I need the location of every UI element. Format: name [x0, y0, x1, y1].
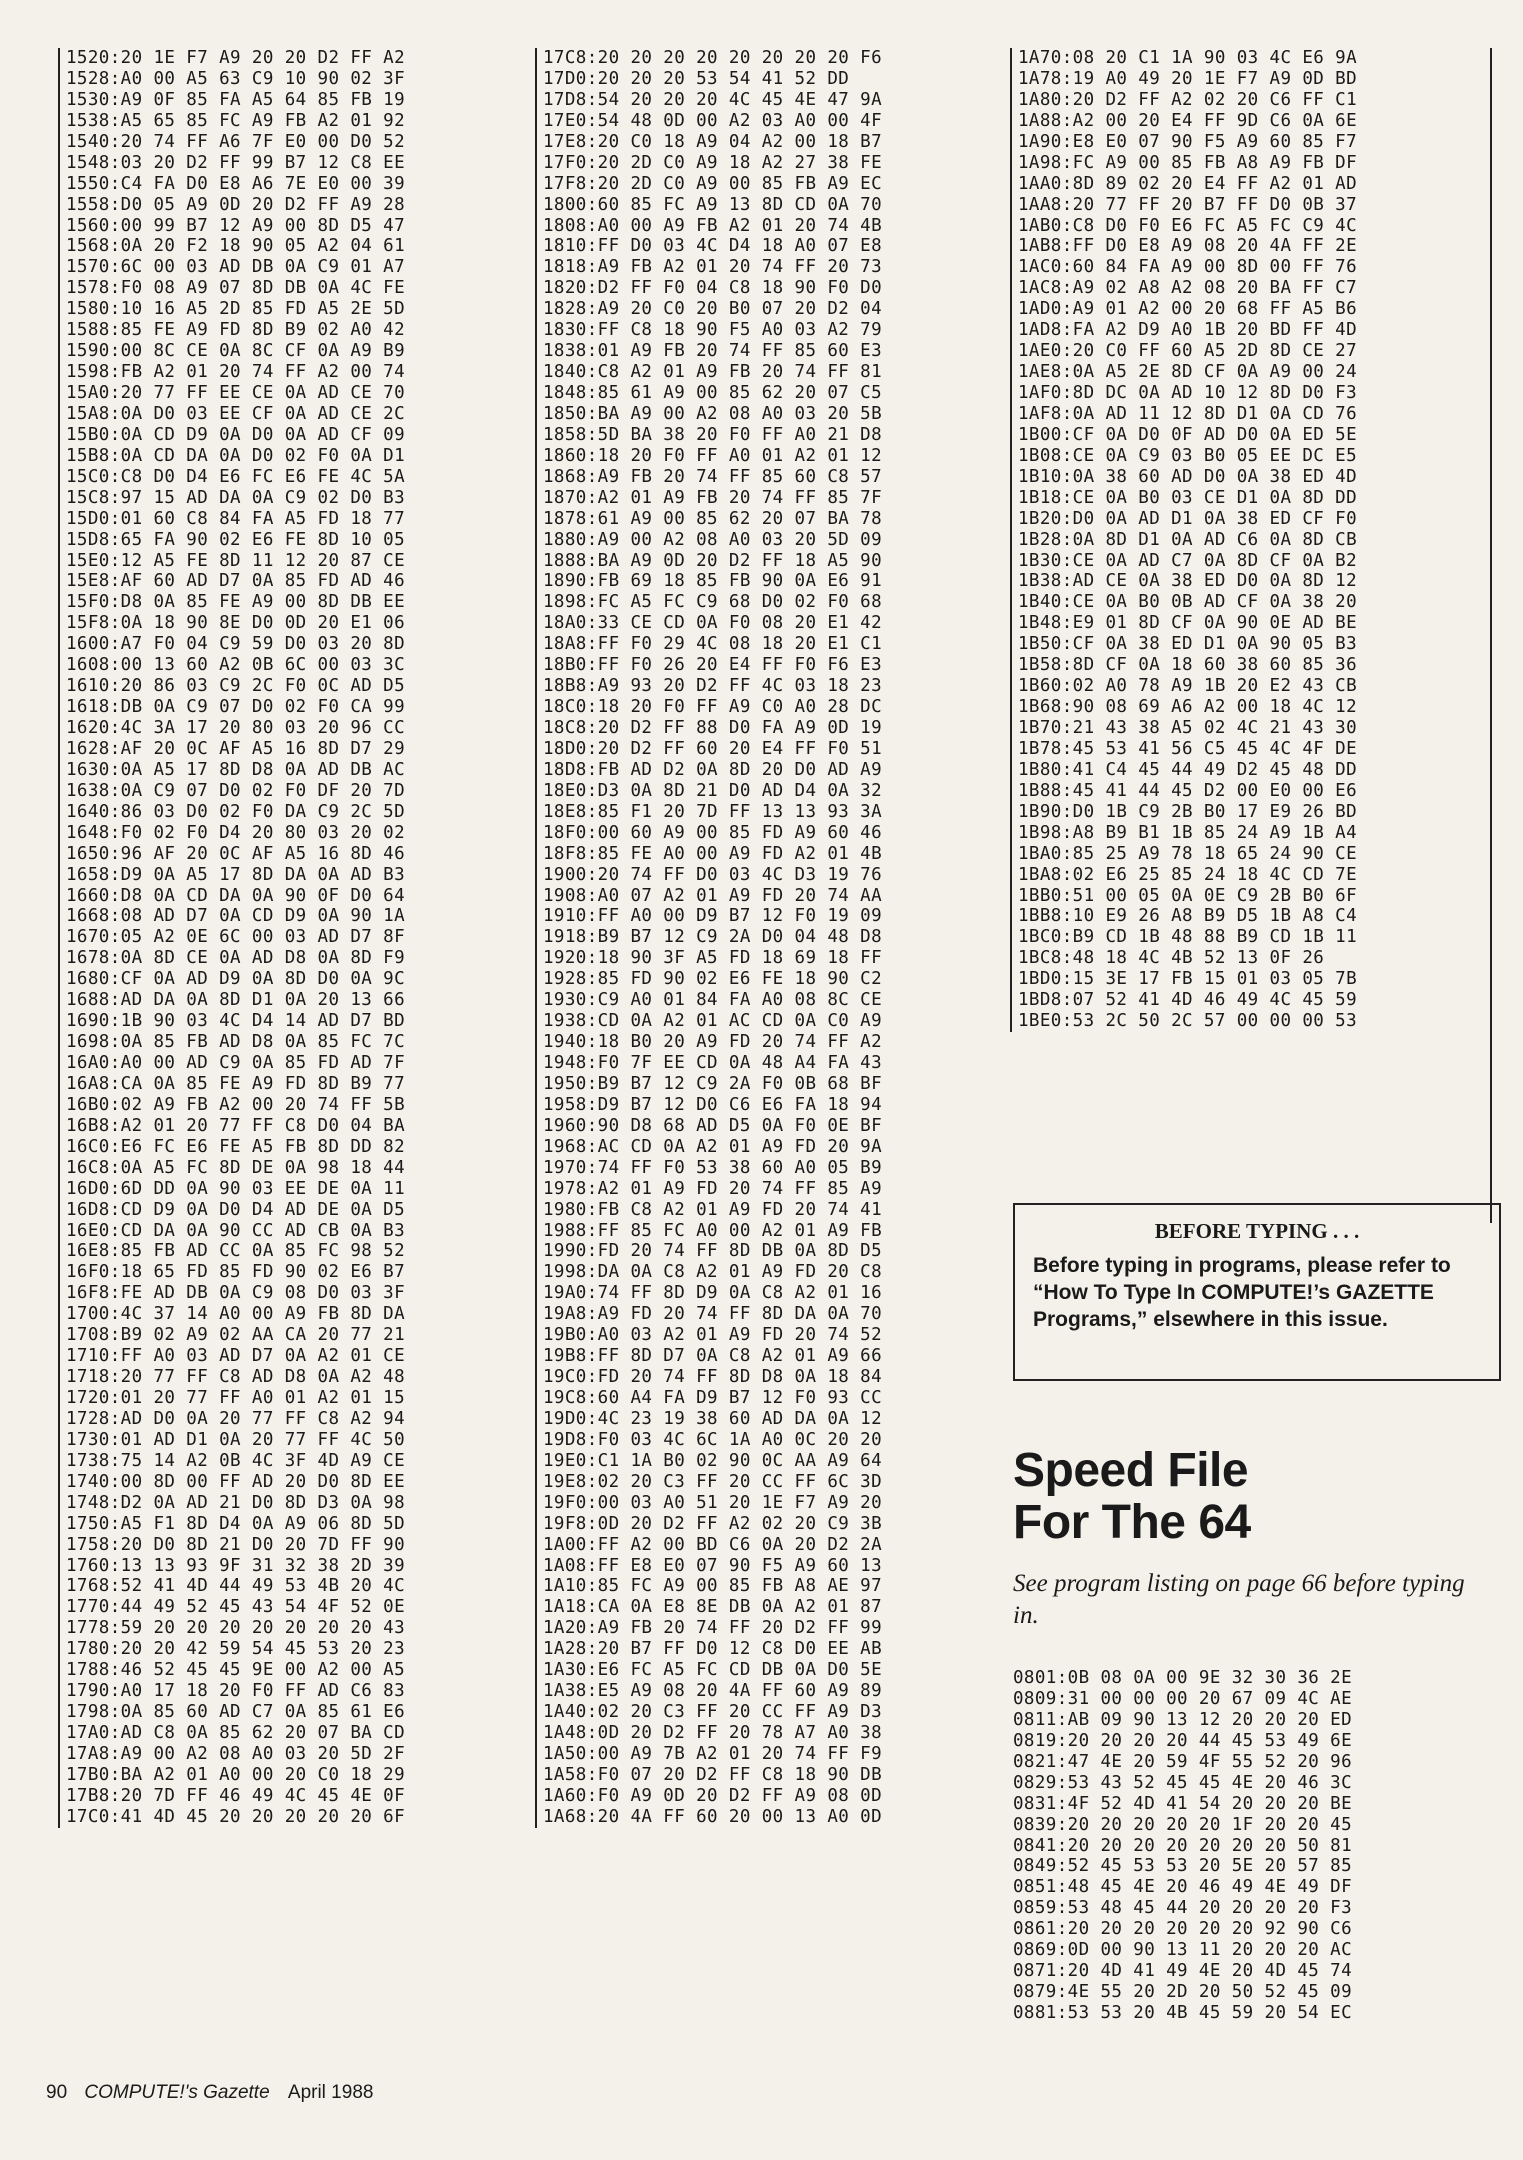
listing-line: 0851:48 45 4E 20 46 49 4E 49 DF	[1013, 1877, 1353, 1898]
listing-line: 1788:46 52 45 45 9E 00 A2 00 A5	[66, 1660, 406, 1681]
listing-line: 1B40:CE 0A B0 0B AD CF 0A 38 20	[1018, 592, 1358, 613]
listing-line: 1860:18 20 F0 FF A0 01 A2 01 12	[543, 445, 883, 466]
listing-line: 1A30:E6 FC A5 FC CD DB 0A D0 5E	[543, 1660, 883, 1681]
listing-line: 1868:A9 FB 20 74 FF 85 60 C8 57	[543, 466, 883, 487]
listing-line: 1848:85 61 A9 00 85 62 20 07 C5	[543, 383, 883, 403]
listing-line: 1630:0A A5 17 8D D8 0A AD DB AC	[66, 759, 406, 780]
listing-line: 16A0:A0 00 AD C9 0A 85 FD AD 7F	[66, 1053, 406, 1073]
listing-line: 1B68:90 08 69 A6 A2 00 18 4C 12	[1018, 697, 1358, 718]
listing-line: 15C8:97 15 AD DA 0A C9 02 D0 B3	[66, 487, 406, 508]
listing-line: 1678:0A 8D CE 0A AD D8 0A 8D F9	[66, 948, 406, 969]
listing-line: 1BC8:48 18 4C 4B 52 13 0F 26	[1018, 948, 1325, 969]
listing-line: 0881:53 53 20 4B 45 59 20 54 EC	[1013, 2003, 1353, 2023]
before-typing-title: BEFORE TYPING . . .	[1154, 1219, 1360, 1243]
listing-line: 1B90:D0 1B C9 2B B0 17 E9 26 BD	[1018, 801, 1358, 822]
listing-line: 1B78:45 53 41 56 C5 45 4C 4F DE	[1018, 738, 1358, 759]
listing-line: 1BA8:02 E6 25 85 24 18 4C CD 7E	[1018, 864, 1358, 885]
listing-line: 0849:52 45 53 53 20 5E 20 57 85	[1013, 1856, 1353, 1877]
listing-line: 1988:FF 85 FC A0 00 A2 01 A9 FB	[543, 1220, 883, 1241]
listing-line: 17A0:AD C8 0A 85 62 20 07 BA CD	[66, 1723, 406, 1743]
listing-line: 1538:A5 65 85 FC A9 FB A2 01 92	[66, 110, 406, 131]
listing-line: 1888:BA A9 0D 20 D2 FF 18 A5 90	[543, 550, 883, 571]
listing-line: 1850:BA A9 00 A2 08 A0 03 20 5B	[543, 403, 883, 424]
listing-line: 1588:85 FE A9 FD 8D B9 02 A0 42	[66, 320, 406, 341]
listing-line: 1A08:FF E8 E0 07 90 F5 A9 60 13	[543, 1555, 883, 1576]
listing-line: 1AD8:FA A2 D9 A0 1B 20 BD FF 4D	[1018, 320, 1358, 341]
listing-line: 1780:20 20 42 59 54 45 53 20 23	[66, 1639, 406, 1660]
listing-line: 1A78:19 A0 49 20 1E F7 A9 0D BD	[1018, 68, 1358, 89]
listing-line: 1650:96 AF 20 0C AF A5 16 8D 46	[66, 843, 406, 864]
listing-line: 1A80:20 D2 FF A2 02 20 C6 FF C1	[1018, 89, 1358, 110]
listing-line: 18C8:20 D2 FF 88 D0 FA A9 0D 19	[543, 718, 883, 738]
listing-line: 1578:F0 08 A9 07 8D DB 0A 4C FE	[66, 278, 406, 299]
listing-line: 1900:20 74 FF D0 03 4C D3 19 76	[543, 864, 883, 885]
listing-line: 1600:A7 F0 04 C9 59 D0 03 20 8D	[66, 634, 406, 655]
listing-line: 1658:D9 0A A5 17 8D DA 0A AD B3	[66, 864, 406, 885]
listing-line: 15D0:01 60 C8 84 FA A5 FD 18 77	[66, 508, 406, 529]
listing-line: 1570:6C 00 03 AD DB 0A C9 01 A7	[66, 257, 406, 278]
listing-line: 1870:A2 01 A9 FB 20 74 FF 85 7F	[543, 487, 883, 508]
listing-line: 1598:FB A2 01 20 74 FF A2 00 74	[66, 362, 406, 383]
listing-line: 16D0:6D DD 0A 90 03 EE DE 0A 11	[66, 1178, 406, 1199]
listing-line: 1B98:A8 B9 B1 1B 85 24 A9 1B A4	[1018, 822, 1358, 843]
listing-line: 16E0:CD DA 0A 90 CC AD CB 0A B3	[66, 1220, 406, 1241]
listing-line: 19C0:FD 20 74 FF 8D D8 0A 18 84	[543, 1367, 883, 1388]
listing-line: 1558:D0 05 A9 0D 20 D2 FF A9 28	[66, 194, 406, 215]
listing-line: 1B58:8D CF 0A 18 60 38 60 85 36	[1018, 655, 1358, 676]
page-number: 90	[46, 2082, 68, 2103]
listing-line: 15E0:12 A5 FE 8D 11 12 20 87 CE	[66, 550, 406, 571]
listing-line: 15A8:0A D0 03 EE CF 0A AD CE 2C	[66, 403, 406, 424]
listing-line: 19E0:C1 1A B0 02 90 0C AA A9 64	[543, 1450, 883, 1471]
listing-line: 1730:01 AD D1 0A 20 77 FF 4C 50	[66, 1429, 406, 1450]
listing-line: 1718:20 77 FF C8 AD D8 0A A2 48	[66, 1367, 406, 1388]
listing-line: 1A50:00 A9 7B A2 01 20 74 FF F9	[543, 1743, 883, 1764]
article-subtitle: See program listing on page 66 before typing in.	[1013, 1570, 1465, 1629]
listing-line: 19B0:A0 03 A2 01 A9 FD 20 74 52	[543, 1325, 883, 1346]
listing-line: 1968:AC CD 0A A2 01 A9 FD 20 9A	[543, 1136, 883, 1157]
listing-line: 15B8:0A CD DA 0A D0 02 F0 0A D1	[66, 445, 406, 466]
listing-line: 1AF8:0A AD 11 12 8D D1 0A CD 76	[1018, 403, 1358, 424]
listing-line: 1A20:A9 FB 20 74 FF 20 D2 FF 99	[543, 1618, 883, 1639]
listing-line: 17F0:20 2D C0 A9 18 A2 27 38 FE	[543, 152, 883, 173]
listing-line: 1648:F0 02 F0 D4 20 80 03 20 02	[66, 822, 406, 843]
listing-line: 1618:DB 0A C9 07 D0 02 F0 CA 99	[66, 697, 406, 718]
listing-line: 1A48:0D 20 D2 FF 20 78 A7 A0 38	[543, 1723, 883, 1743]
listing-line: 1AD0:A9 01 A2 00 20 68 FF A5 B6	[1018, 299, 1358, 320]
listing-line: 1858:5D BA 38 20 F0 FF A0 21 D8	[543, 424, 883, 445]
listing-line: 1AA0:8D 89 02 20 E4 FF A2 01 AD	[1018, 173, 1358, 194]
listing-line: 18E0:D3 0A 8D 21 D0 AD D4 0A 32	[543, 780, 883, 801]
listing-line: 1B28:0A 8D D1 0A AD C6 0A 8D CB	[1018, 529, 1358, 550]
listing-line: 1590:00 8C CE 0A 8C CF 0A A9 B9	[66, 341, 406, 362]
listing-line: 16C0:E6 FC E6 FE A5 FB 8D DD 82	[66, 1136, 406, 1157]
listing-line: 1A18:CA 0A E8 8E DB 0A A2 01 87	[543, 1597, 883, 1618]
listing-line: 16F0:18 65 FD 85 FD 90 02 E6 B7	[66, 1262, 406, 1283]
listing-line: 1690:1B 90 03 4C D4 14 AD D7 BD	[66, 1011, 406, 1032]
listing-line: 16E8:85 FB AD CC 0A 85 FC 98 52	[66, 1241, 406, 1262]
listing-line: 15F0:D8 0A 85 FE A9 00 8D DB EE	[66, 592, 406, 613]
listing-line: 1628:AF 20 0C AF A5 16 8D D7 29	[66, 738, 406, 759]
listing-line: 1878:61 A9 00 85 62 20 07 BA 78	[543, 508, 883, 529]
listing-line: 1908:A0 07 A2 01 A9 FD 20 74 AA	[543, 885, 883, 906]
listing-line: 1B50:CF 0A 38 ED D1 0A 90 05 B3	[1018, 634, 1358, 655]
listing-line: 1A60:F0 A9 0D 20 D2 FF A9 08 0D	[543, 1785, 883, 1806]
listing-line: 0809:31 00 00 00 20 67 09 4C AE	[1013, 1688, 1353, 1709]
listing-line: 1938:CD 0A A2 01 AC CD 0A C0 A9	[543, 1011, 883, 1032]
listing-line: 19A0:74 FF 8D D9 0A C8 A2 01 16	[543, 1283, 883, 1304]
listing-line: 1918:B9 B7 12 C9 2A D0 04 48 D8	[543, 927, 883, 948]
listing-line: 1810:FF D0 03 4C D4 18 A0 07 E8	[543, 236, 883, 257]
listing-line: 18C0:18 20 F0 FF A9 C0 A0 28 DC	[543, 697, 883, 718]
listing-line: 15A0:20 77 FF EE CE 0A AD CE 70	[66, 383, 406, 403]
listing-line: 1958:D9 B7 12 D0 C6 E6 FA 18 94	[543, 1094, 883, 1115]
listing-line: 1760:13 13 93 9F 31 32 38 2D 39	[66, 1555, 406, 1576]
listing-column-3-bottom	[1013, 1668, 1483, 2024]
listing-line: 1808:A0 00 A9 FB A2 01 20 74 4B	[543, 215, 883, 236]
listing-line: 15E8:AF 60 AD D7 0A 85 FD AD 46	[66, 571, 406, 592]
listing-line: 1820:D2 FF F0 04 C8 18 90 F0 D0	[543, 278, 883, 299]
listing-line: 1928:85 FD 90 02 E6 FE 18 90 C2	[543, 969, 883, 990]
listing-column-1	[58, 48, 518, 1828]
listing-line: 1830:FF C8 18 90 F5 A0 03 A2 79	[543, 320, 883, 341]
listing-line: 1668:08 AD D7 0A CD D9 0A 90 1A	[66, 906, 406, 927]
listing-line: 18A0:33 CE CD 0A F0 08 20 E1 42	[543, 613, 883, 634]
article-title-line-2: For The 64	[1013, 1496, 1251, 1549]
listing-line: 1A10:85 FC A9 00 85 FB A8 AE 97	[543, 1576, 883, 1597]
listing-line: 0819:20 20 20 20 44 45 53 49 6E	[1013, 1730, 1353, 1751]
listing-line: 0829:53 43 52 45 45 4E 20 46 3C	[1013, 1772, 1353, 1793]
listing-line: 0841:20 20 20 20 20 20 20 50 81	[1013, 1835, 1353, 1856]
before-typing-box	[1013, 1203, 1501, 1381]
listing-line: 1AC0:60 84 FA A9 00 8D 00 FF 76	[1018, 257, 1358, 278]
listing-line: 18D0:20 D2 FF 60 20 E4 FF F0 51	[543, 738, 883, 759]
listing-line: 1930:C9 A0 01 84 FA A0 08 8C CE	[543, 990, 883, 1011]
listing-line: 1748:D2 0A AD 21 D0 8D D3 0A 98	[66, 1492, 406, 1513]
listing-line: 1638:0A C9 07 D0 02 F0 DF 20 7D	[66, 780, 406, 801]
listing-line: 1640:86 03 D0 02 F0 DA C9 2C 5D	[66, 801, 406, 822]
listing-line: 15F8:0A 18 90 8E D0 0D 20 E1 06	[66, 613, 406, 634]
listing-line: 1580:10 16 A5 2D 85 FD A5 2E 5D	[66, 299, 406, 320]
listing-line: 1840:C8 A2 01 A9 FB 20 74 FF 81	[543, 362, 883, 383]
listing-line: 1700:4C 37 14 A0 00 A9 FB 8D DA	[66, 1304, 406, 1325]
listing-line: 17C0:41 4D 45 20 20 20 20 20 6F	[66, 1806, 406, 1827]
listing-line: 18F8:85 FE A0 00 A9 FD A2 01 4B	[543, 843, 883, 864]
listing-line: 1BB8:10 E9 26 A8 B9 D5 1B A8 C4	[1018, 906, 1358, 927]
listing-line: 17C8:20 20 20 20 20 20 20 20 F6	[543, 48, 883, 68]
listing-line: 16B8:A2 01 20 77 FF C8 D0 04 BA	[66, 1115, 406, 1136]
listing-line: 1798:0A 85 60 AD C7 0A 85 61 E6	[66, 1702, 406, 1723]
listing-line: 1B60:02 A0 78 A9 1B 20 E2 43 CB	[1018, 676, 1358, 697]
listing-line: 1AC8:A9 02 A8 A2 08 20 BA FF C7	[1018, 278, 1358, 299]
listing-line: 1980:FB C8 A2 01 A9 FD 20 74 41	[543, 1199, 883, 1220]
listing-line: 1BD8:07 52 41 4D 46 49 4C 45 59	[1018, 990, 1358, 1011]
listing-column-2	[535, 48, 995, 1828]
listing-line: 1768:52 41 4D 44 49 53 4B 20 4C	[66, 1576, 406, 1597]
listing-line: 0879:4E 55 20 2D 20 50 52 45 09	[1013, 1982, 1353, 2003]
listing-line: 1A38:E5 A9 08 20 4A FF 60 A9 89	[543, 1681, 883, 1702]
listing-line: 1948:F0 7F EE CD 0A 48 A4 FA 43	[543, 1053, 883, 1073]
listing-line: 1728:AD D0 0A 20 77 FF C8 A2 94	[66, 1408, 406, 1429]
listing-line: 1B20:D0 0A AD D1 0A 38 ED CF F0	[1018, 508, 1358, 529]
listing-line: 1A00:FF A2 00 BD C6 0A 20 D2 2A	[543, 1534, 883, 1555]
listing-line: 0869:0D 00 90 13 11 20 20 20 AC	[1013, 1940, 1353, 1961]
listing-line: 17B8:20 7D FF 46 49 4C 45 4E 0F	[66, 1785, 406, 1806]
listing-line: 1608:00 13 60 A2 0B 6C 00 03 3C	[66, 655, 406, 676]
listing-line: 1A70:08 20 C1 1A 90 03 4C E6 9A	[1018, 48, 1358, 68]
listing-line: 1530:A9 0F 85 FA A5 64 85 FB 19	[66, 89, 406, 110]
listing-line: 18E8:85 F1 20 7D FF 13 13 93 3A	[543, 801, 883, 822]
listing-line: 1AB0:C8 D0 F0 E6 FC A5 FC C9 4C	[1018, 215, 1358, 236]
listing-line: 1828:A9 20 C0 20 B0 07 20 D2 04	[543, 299, 883, 320]
magazine-name: COMPUTE!'s Gazette	[84, 2082, 270, 2103]
listing-line: 1688:AD DA 0A 8D D1 0A 20 13 66	[66, 990, 406, 1011]
listing-line: 1758:20 D0 8D 21 D0 20 7D FF 90	[66, 1534, 406, 1555]
listing-line: 1B18:CE 0A B0 03 CE D1 0A 8D DD	[1018, 487, 1358, 508]
listing-line: 1548:03 20 D2 FF 99 B7 12 C8 EE	[66, 152, 406, 173]
listing-line: 19E8:02 20 C3 FF 20 CC FF 6C 3D	[543, 1471, 883, 1492]
listing-line: 1738:75 14 A2 0B 4C 3F 4D A9 CE	[66, 1450, 406, 1471]
listing-line: 1A28:20 B7 FF D0 12 C8 D0 EE AB	[543, 1639, 883, 1660]
listing-line: 1560:00 99 B7 12 A9 00 8D D5 47	[66, 215, 406, 236]
listing-line: 1B80:41 C4 45 44 49 D2 45 48 DD	[1018, 759, 1358, 780]
listing-line: 1A88:A2 00 20 E4 FF 9D C6 0A 6E	[1018, 110, 1358, 131]
listing-line: 1520:20 1E F7 A9 20 20 D2 FF A2	[66, 48, 406, 68]
listing-line: 1960:90 D8 68 AD D5 0A F0 0E BF	[543, 1115, 883, 1136]
listing-line: 16F8:FE AD DB 0A C9 08 D0 03 3F	[66, 1283, 406, 1304]
listing-column-3	[1010, 48, 1488, 1032]
listing-line: 1898:FC A5 FC C9 68 D0 02 F0 68	[543, 592, 883, 613]
listing-line: 19A8:A9 FD 20 74 FF 8D DA 0A 70	[543, 1304, 883, 1325]
listing-line: 1660:D8 0A CD DA 0A 90 0F D0 64	[66, 885, 406, 906]
listing-line: 1998:DA 0A C8 A2 01 A9 FD 20 C8	[543, 1262, 883, 1283]
listing-line: 15D8:65 FA 90 02 E6 FE 8D 10 05	[66, 529, 406, 550]
listing-line: 0811:AB 09 90 13 12 20 20 20 ED	[1013, 1709, 1353, 1730]
listing-line: 1BD0:15 3E 17 FB 15 01 03 05 7B	[1018, 969, 1358, 990]
listing-line: 0821:47 4E 20 59 4F 55 52 20 96	[1013, 1751, 1353, 1772]
listing-line: 1818:A9 FB A2 01 20 74 FF 20 73	[543, 257, 883, 278]
listing-line: 1B00:CF 0A D0 0F AD D0 0A ED 5E	[1018, 424, 1358, 445]
listing-line: 1990:FD 20 74 FF 8D DB 0A 8D D5	[543, 1241, 883, 1262]
listing-line: 1AA8:20 77 FF 20 B7 FF D0 0B 37	[1018, 194, 1358, 215]
listing-line: 1BC0:B9 CD 1B 48 88 B9 CD 1B 11	[1018, 927, 1358, 948]
listing-line: 17E8:20 C0 18 A9 04 A2 00 18 B7	[543, 131, 883, 152]
listing-line: 17F8:20 2D C0 A9 00 85 FB A9 EC	[543, 173, 883, 194]
listing-line: 1978:A2 01 A9 FD 20 74 FF 85 A9	[543, 1178, 883, 1199]
listing-line: 1A58:F0 07 20 D2 FF C8 18 90 DB	[543, 1764, 883, 1785]
listing-line: 18A8:FF F0 29 4C 08 18 20 E1 C1	[543, 634, 883, 655]
listing-line: 17B0:BA A2 01 A0 00 20 C0 18 29	[66, 1764, 406, 1785]
listing-line: 19D8:F0 03 4C 6C 1A A0 0C 20 20	[543, 1429, 883, 1450]
listing-line: 1708:B9 02 A9 02 AA CA 20 77 21	[66, 1325, 406, 1346]
listing-line: 0831:4F 52 4D 41 54 20 20 20 BE	[1013, 1793, 1353, 1814]
listing-line: 1620:4C 3A 17 20 80 03 20 96 CC	[66, 718, 406, 738]
listing-line: 19F0:00 03 A0 51 20 1E F7 A9 20	[543, 1492, 883, 1513]
listing-line: 1720:01 20 77 FF A0 01 A2 01 15	[66, 1388, 406, 1408]
listing-line: 18B8:A9 93 20 D2 FF 4C 03 18 23	[543, 676, 883, 697]
listing-line: 19F8:0D 20 D2 FF A2 02 20 C9 3B	[543, 1513, 883, 1534]
listing-line: 1670:05 A2 0E 6C 00 03 AD D7 8F	[66, 927, 406, 948]
listing-line: 1B10:0A 38 60 AD D0 0A 38 ED 4D	[1018, 466, 1358, 487]
listing-line: 1A90:E8 E0 07 90 F5 A9 60 85 F7	[1018, 131, 1358, 152]
listing-line: 0839:20 20 20 20 20 1F 20 20 45	[1013, 1814, 1353, 1835]
before-typing-body: Before typing in programs, please refer to “How To Type In COMPUTE!’s GAZETTE Programs,” elsewhere in this issue.	[1033, 1254, 1451, 1331]
listing-line: 17E0:54 48 0D 00 A2 03 A0 00 4F	[543, 110, 883, 131]
listing-line: 17D0:20 20 20 53 54 41 52 DD	[543, 68, 850, 89]
listing-line: 1950:B9 B7 12 C9 2A F0 0B 68 BF	[543, 1073, 883, 1094]
listing-line: 1B70:21 43 38 A5 02 4C 21 43 30	[1018, 718, 1358, 738]
listing-line: 1AB8:FF D0 E8 A9 08 20 4A FF 2E	[1018, 236, 1358, 257]
listing-line: 1838:01 A9 FB 20 74 FF 85 60 E3	[543, 341, 883, 362]
listing-line: 1940:18 B0 20 A9 FD 20 74 FF A2	[543, 1032, 883, 1053]
listing-line: 15C0:C8 D0 D4 E6 FC E6 FE 4C 5A	[66, 466, 406, 487]
listing-line: 1BA0:85 25 A9 78 18 65 24 90 CE	[1018, 843, 1358, 864]
listing-line: 1B38:AD CE 0A 38 ED D0 0A 8D 12	[1018, 571, 1358, 592]
listing-line: 1BE0:53 2C 50 2C 57 00 00 00 53	[1018, 1011, 1358, 1032]
issue-date: April 1988	[287, 2082, 374, 2103]
listing-line: 1880:A9 00 A2 08 A0 03 20 5D 09	[543, 529, 883, 550]
listing-line: 1568:0A 20 F2 18 90 05 A2 04 61	[66, 236, 406, 257]
listing-line: 18D8:FB AD D2 0A 8D 20 D0 AD A9	[543, 759, 883, 780]
listing-line: 0859:53 48 45 44 20 20 20 20 F3	[1013, 1898, 1353, 1919]
listing-line: 1B30:CE 0A AD C7 0A 8D CF 0A B2	[1018, 550, 1358, 571]
listing-line: 1AE0:20 C0 FF 60 A5 2D 8D CE 27	[1018, 341, 1358, 362]
listing-line: 19D0:4C 23 19 38 60 AD DA 0A 12	[543, 1408, 883, 1429]
listing-line: 15B0:0A CD D9 0A D0 0A AD CF 09	[66, 424, 406, 445]
listing-line: 1BB0:51 00 05 0A 0E C9 2B B0 6F	[1018, 885, 1358, 906]
listing-line: 1750:A5 F1 8D D4 0A A9 06 8D 5D	[66, 1513, 406, 1534]
listing-line: 1AE8:0A A5 2E 8D CF 0A A9 00 24	[1018, 362, 1358, 383]
listing-line: 1770:44 49 52 45 43 54 4F 52 0E	[66, 1597, 406, 1618]
listing-line: 16B0:02 A9 FB A2 00 20 74 FF 5B	[66, 1094, 406, 1115]
listing-line: 1910:FF A0 00 D9 B7 12 F0 19 09	[543, 906, 883, 927]
listing-line: 16C8:0A A5 FC 8D DE 0A 98 18 44	[66, 1157, 406, 1178]
listing-line: 18F0:00 60 A9 00 85 FD A9 60 46	[543, 822, 883, 843]
listing-line: 1B08:CE 0A C9 03 B0 05 EE DC E5	[1018, 445, 1358, 466]
listing-line: 1A98:FC A9 00 85 FB A8 A9 FB DF	[1018, 152, 1358, 173]
listing-line: 16D8:CD D9 0A D0 D4 AD DE 0A D5	[66, 1199, 406, 1220]
listing-line: 1B48:E9 01 8D CF 0A 90 0E AD BE	[1018, 613, 1358, 634]
listing-line: 1698:0A 85 FB AD D8 0A 85 FC 7C	[66, 1032, 406, 1053]
listing-line: 1778:59 20 20 20 20 20 20 20 43	[66, 1618, 406, 1639]
listing-line: 16A8:CA 0A 85 FE A9 FD 8D B9 77	[66, 1073, 406, 1094]
listing-line: 17A8:A9 00 A2 08 A0 03 20 5D 2F	[66, 1743, 406, 1764]
listing-line: 19C8:60 A4 FA D9 B7 12 F0 93 CC	[543, 1388, 883, 1408]
listing-line: 1920:18 90 3F A5 FD 18 69 18 FF	[543, 948, 883, 969]
listing-line: 18B0:FF F0 26 20 E4 FF F0 F6 E3	[543, 655, 883, 676]
article-title	[1013, 1445, 1493, 1549]
listing-line: 1550:C4 FA D0 E8 A6 7E E0 00 39	[66, 173, 406, 194]
listing-line: 19B8:FF 8D D7 0A C8 A2 01 A9 66	[543, 1346, 883, 1367]
listing-line: 1890:FB 69 18 85 FB 90 0A E6 91	[543, 571, 883, 592]
listing-line: 1710:FF A0 03 AD D7 0A A2 01 CE	[66, 1346, 406, 1367]
listing-line: 1800:60 85 FC A9 13 8D CD 0A 70	[543, 194, 883, 215]
article-title-line-1: Speed File	[1013, 1444, 1249, 1497]
listing-line: 1680:CF 0A AD D9 0A 8D D0 0A 9C	[66, 969, 406, 990]
listing-line: 1790:A0 17 18 20 F0 FF AD C6 83	[66, 1681, 406, 1702]
listing-line: 1A68:20 4A FF 60 20 00 13 A0 0D	[543, 1806, 883, 1827]
listing-line: 1610:20 86 03 C9 2C F0 0C AD D5	[66, 676, 406, 697]
listing-line: 1740:00 8D 00 FF AD 20 D0 8D EE	[66, 1471, 406, 1492]
listing-line: 1528:A0 00 A5 63 C9 10 90 02 3F	[66, 68, 406, 89]
page-footer	[46, 2082, 373, 2104]
listing-line: 1AF0:8D DC 0A AD 10 12 8D D0 F3	[1018, 383, 1358, 403]
listing-line: 1540:20 74 FF A6 7F E0 00 D0 52	[66, 131, 406, 152]
listing-line: 1970:74 FF F0 53 38 60 A0 05 B9	[543, 1157, 883, 1178]
listing-line: 0861:20 20 20 20 20 20 92 90 C6	[1013, 1919, 1353, 1940]
listing-line: 0871:20 4D 41 49 4E 20 4D 45 74	[1013, 1961, 1353, 1982]
listing-line: 0801:0B 08 0A 00 9E 32 30 36 2E	[1013, 1668, 1353, 1688]
listing-line: 1A40:02 20 C3 FF 20 CC FF A9 D3	[543, 1702, 883, 1723]
listing-line: 1B88:45 41 44 45 D2 00 E0 00 E6	[1018, 780, 1358, 801]
listing-line: 17D8:54 20 20 20 4C 45 4E 47 9A	[543, 89, 883, 110]
